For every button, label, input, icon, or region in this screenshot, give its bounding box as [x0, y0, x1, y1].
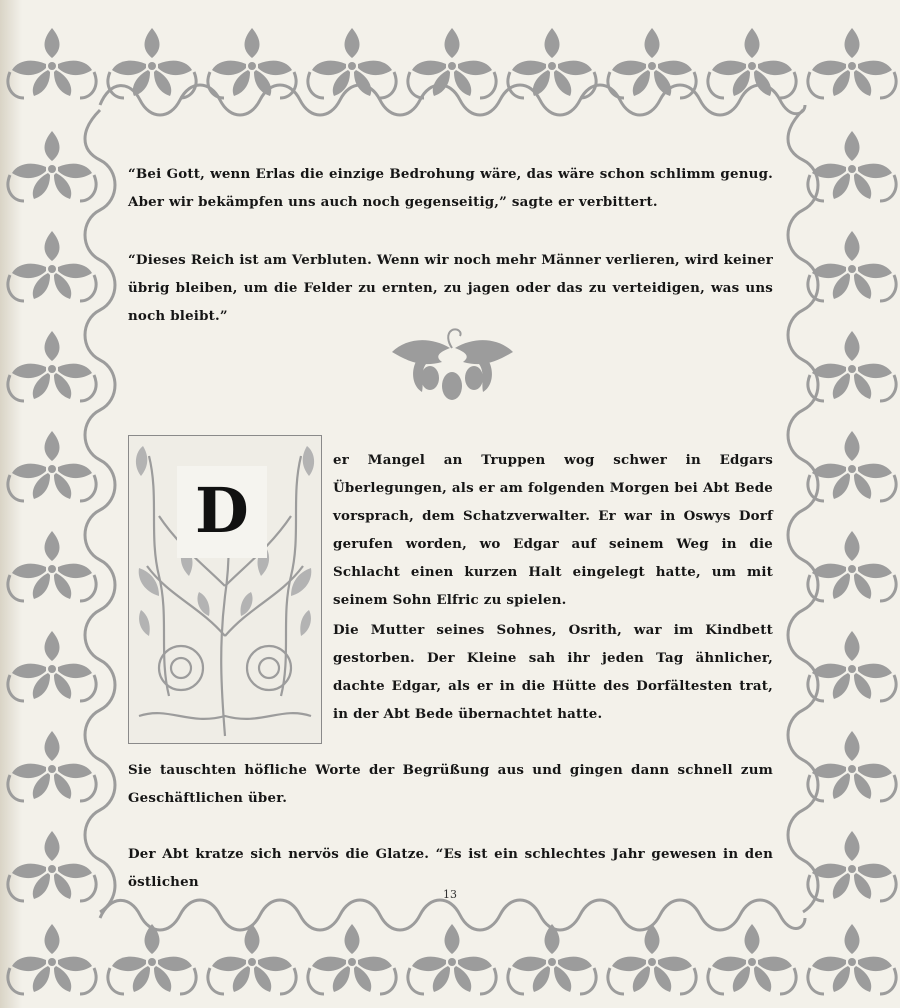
illuminated-initial [128, 435, 322, 744]
paragraph-3: er Mangel an Truppen wog schwer in Edgars Überlegungen, als er am folgenden Morgen bei Abt Bede vorsprach, dem Schatzverwalter. Er war in Oswys Dorf gerufen worden, wo Edgar auf seinem Weg in die Schlacht einen kurzen Halt eingelegt hatte, um mit seinem Sohn Elfric zu spielen. [333, 452, 773, 608]
oak-leaf-acorn-ornament-icon [390, 326, 515, 408]
paragraph-6: Der Abt kratze sich nervös die Glatze. “Es ist ein schlechtes Jahr gewesen in den östlichen [128, 846, 773, 890]
paragraph-2: “Dieses Reich ist am Verbluten. Wenn wir noch mehr Männer verlieren, wird keiner übrig bleiben, um die Felder zu ernten, zu jagen oder das zu verteidigen, was uns noch bleibt.” [128, 252, 773, 324]
paragraph-5: Sie tauschten höfliche Worte der Begrüßung aus und gingen dann schnell zum Geschäftlichen über. [128, 762, 773, 806]
paragraph-4: Die Mutter seines Sohnes, Osrith, war im Kindbett gestorben. Der Kleine sah ihr jeden Tag ähnlicher, dachte Edgar, als er in die Hütte des Dorfältesten trat, in der Abt Bede übernachtet hatte. [333, 622, 773, 722]
paragraph-1: “Bei Gott, wenn Erlas die einzige Bedrohung wäre, das wäre schon schlimm genug. Aber wir bekämpfen uns auch noch gegenseitig,” sagte er verbittert. [128, 166, 773, 210]
text-column [128, 150, 773, 910]
initial-letter-frame [177, 466, 267, 558]
initial-letter: D [195, 474, 249, 547]
page-number: 13 [443, 888, 457, 901]
